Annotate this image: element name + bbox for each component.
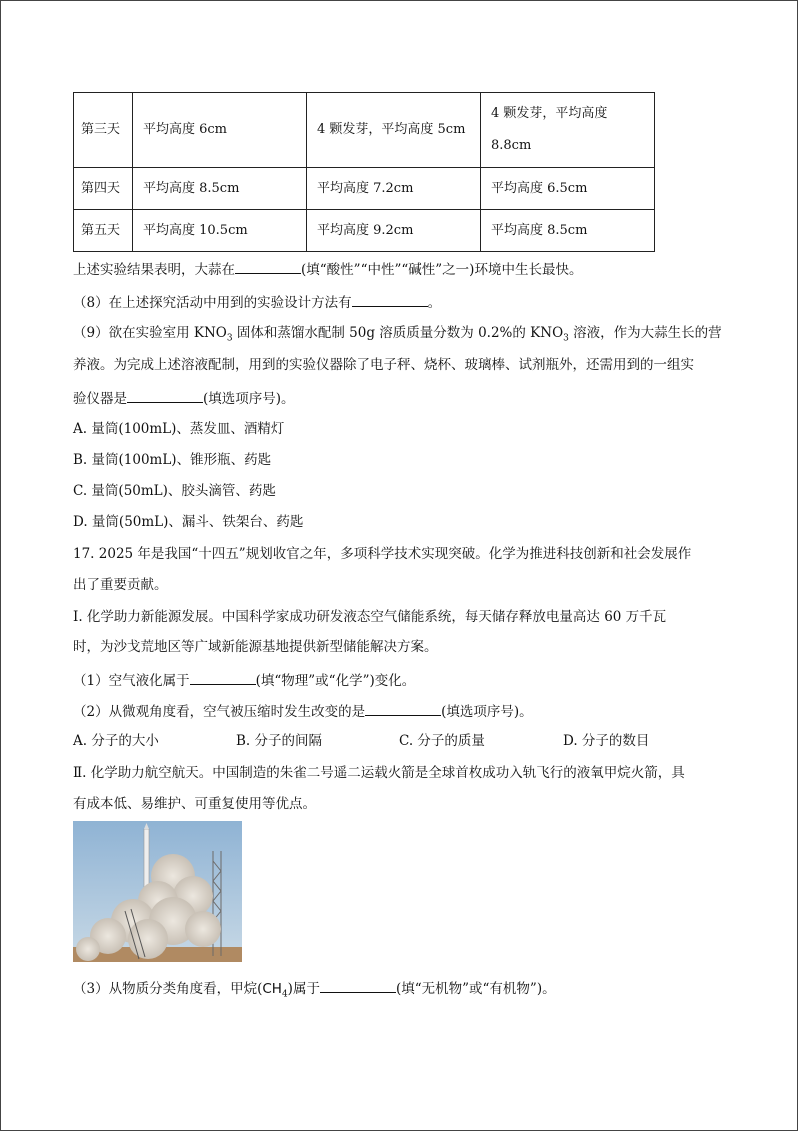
q9-text: 固体和蒸馏水配制 50g 溶质质量分数为 0.2%的 KNO xyxy=(232,325,564,341)
result-text: 上述实验结果表明，大蒜在 xyxy=(73,262,235,278)
table-cell: 4 颗发芽，平均高度 8.8cm xyxy=(481,93,655,168)
table-row xyxy=(74,168,655,210)
answer-blank[interactable] xyxy=(235,259,301,274)
q1-hint: (填“物理”或“化学”)变化。 xyxy=(255,673,416,689)
table-cell: 第四天 xyxy=(74,168,133,210)
answer-blank[interactable] xyxy=(365,701,441,716)
option-a: A. 量筒(100mL)、蒸发皿、酒精灯 xyxy=(73,421,285,437)
option-c: C. 分子的质量 xyxy=(399,733,485,749)
question-17-line1: 17. 2025 年是我国“十四五”规划收官之年，多项科学技术实现突破。化学为推进科技创新和社会发展作 xyxy=(73,546,692,562)
table-cell: 平均高度 8.5cm xyxy=(133,168,307,210)
q3-hint: (填“无机物”或“有机物”)。 xyxy=(395,981,556,997)
q3-text: （3）从物质分类角度看，甲烷( xyxy=(73,981,263,997)
q2-hint: (填选项序号)。 xyxy=(441,704,533,720)
question-2 xyxy=(73,701,533,721)
question-9-line1 xyxy=(73,324,722,348)
answer-blank[interactable] xyxy=(320,978,396,993)
option-d: D. 量筒(50mL)、漏斗、铁架台、药匙 xyxy=(73,514,304,530)
q9-text: 溶液，作为大蒜生长的营 xyxy=(568,325,722,341)
table-cell: 平均高度 7.2cm xyxy=(307,168,481,210)
option-b: B. 分子的间隔 xyxy=(236,733,323,749)
subscript: 4 xyxy=(281,989,288,1000)
table-cell: 第三天 xyxy=(74,93,133,168)
q9-text: （9）欲在实验室用 KNO xyxy=(73,325,227,341)
question-17-line2: 出了重要贡献。 xyxy=(73,577,168,593)
table-cell: 平均高度 9.2cm xyxy=(307,210,481,252)
q2-text: （2）从微观角度看，空气被压缩时发生改变的是 xyxy=(73,704,366,720)
q9-text: 验仪器是 xyxy=(73,391,127,407)
section-1-line1: Ⅰ. 化学助力新能源发展。中国科学家成功研发液态空气储能系统，每天储存释放电量高达 60 万千瓦 xyxy=(73,609,667,625)
option-b: B. 量筒(100mL)、锥形瓶、药匙 xyxy=(73,452,272,468)
table-cell: 第五天 xyxy=(74,210,133,252)
option-d: D. 分子的数目 xyxy=(563,733,650,749)
table-cell: 平均高度 6cm xyxy=(133,93,307,168)
table-row xyxy=(74,210,655,252)
question-3 xyxy=(73,978,556,1004)
subscript: 3 xyxy=(226,333,233,344)
result-line xyxy=(73,259,582,279)
question-8 xyxy=(73,292,441,312)
table-cell: 平均高度 6.5cm xyxy=(481,168,655,210)
question-2-options xyxy=(73,732,649,750)
methane-formula: CH xyxy=(262,981,282,997)
question-1 xyxy=(73,670,415,690)
option-a: A. 分子的大小 xyxy=(73,733,159,749)
subscript: 3 xyxy=(563,333,569,344)
table-cell: 4 颗发芽，平均高度 5cm xyxy=(307,93,481,168)
section-2-line1: Ⅱ. 化学助力航空航天。中国制造的朱雀二号遥二运载火箭是全球首枚成功入轨飞行的液氧甲烷火箭，具 xyxy=(73,765,685,781)
table-cell: 平均高度 10.5cm xyxy=(133,210,307,252)
option-c: C. 量筒(50mL)、胶头滴管、药匙 xyxy=(73,483,276,499)
rocket-launch-illustration xyxy=(73,821,242,962)
answer-blank[interactable] xyxy=(352,292,428,307)
growth-table xyxy=(73,92,655,252)
section-2-line2: 有成本低、易维护、可重复使用等优点。 xyxy=(73,796,316,812)
rocket-launch-photo xyxy=(73,821,242,962)
q3-text: )属于 xyxy=(287,981,320,997)
result-hint: (填“酸性”“中性”“碱性”之一)环境中生长最快。 xyxy=(301,262,583,278)
q1-text: （1）空气液化属于 xyxy=(73,673,190,689)
question-9-line3 xyxy=(73,388,295,408)
answer-blank[interactable] xyxy=(190,670,256,685)
q8-text: （8）在上述探究活动中用到的实验设计方法有 xyxy=(73,295,352,311)
q9-hint: (填选项序号)。 xyxy=(203,391,295,407)
section-1-line2: 时，为沙戈荒地区等广域新能源基地提供新型储能解决方案。 xyxy=(73,639,438,655)
q8-end: 。 xyxy=(427,295,442,311)
answer-blank[interactable] xyxy=(127,388,203,403)
table-cell: 平均高度 8.5cm xyxy=(481,210,655,252)
question-9-line2: 养液。为完成上述溶液配制，用到的实验仪器除了电子秤、烧杯、玻璃棒、试剂瓶外，还需用到的一组实 xyxy=(73,357,694,373)
table-row xyxy=(74,93,655,168)
